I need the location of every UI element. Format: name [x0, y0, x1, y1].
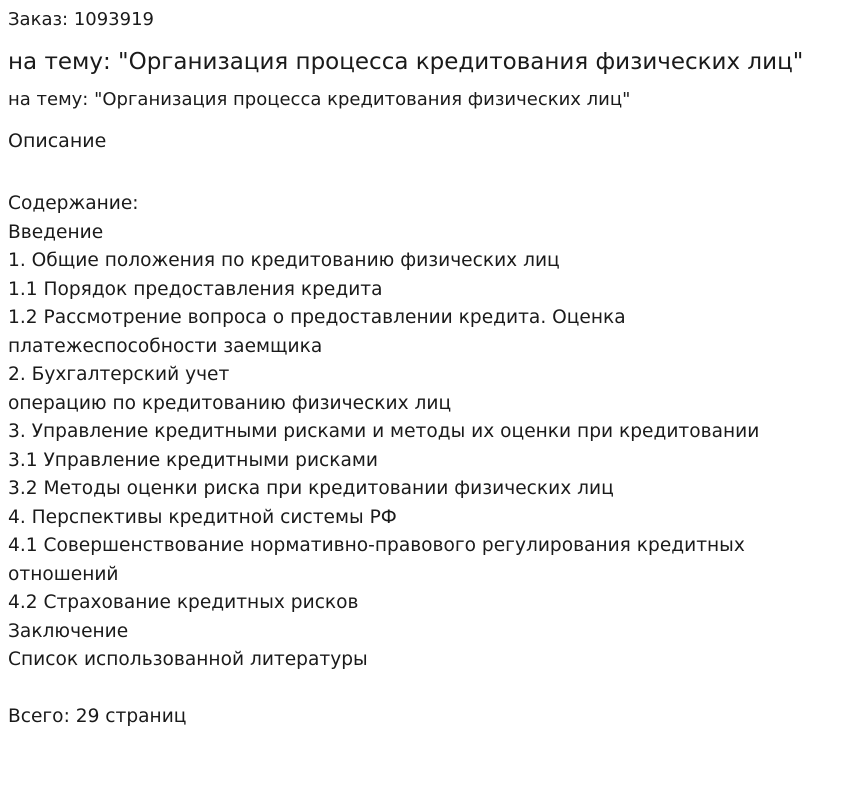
- contents-item: Введение: [8, 221, 104, 243]
- contents-item: 4.1 Совершенствование нормативно-правового регулирования кредитных отношений: [8, 535, 745, 585]
- description-body: [8, 190, 838, 732]
- contents-item: 2. Бухгалтерский учет: [8, 364, 230, 385]
- contents-item: Заключение: [8, 620, 129, 642]
- contents-heading: Содержание:: [8, 193, 139, 214]
- page-title: на тему: "Организация процесса кредитования физических лиц": [8, 49, 804, 75]
- contents-item: 4. Перспективы кредитной системы РФ: [8, 506, 397, 528]
- description-label: Описание: [8, 130, 107, 152]
- contents-item: 4.2 Страхование кредитных рисков: [8, 592, 359, 613]
- contents-item: операцию по кредитованию физических лиц: [8, 392, 452, 414]
- contents-item: 1.1 Порядок предоставления кредита: [8, 278, 383, 300]
- contents-item: 3. Управление кредитными рисками и методы их оценки при кредитовании: [8, 421, 760, 442]
- contents-item: 3.1 Управление кредитными рисками: [8, 449, 378, 471]
- contents-item: 3.2 Методы оценки риска при кредитовании физических лиц: [8, 478, 614, 499]
- spacer: [8, 675, 838, 704]
- contents-item: Список использованной литературы: [8, 649, 368, 670]
- contents-item: 1. Общие положения по кредитованию физических лиц: [8, 250, 560, 271]
- order-number: Заказ: 1093919: [8, 9, 154, 30]
- page-count: Всего: 29 страниц: [8, 706, 187, 727]
- contents-item: 1.2 Рассмотрение вопроса о предоставлении кредита. Оценка платежеспособности заемщика: [8, 307, 626, 357]
- page-subtitle: на тему: "Организация процесса кредитования физических лиц": [8, 89, 631, 110]
